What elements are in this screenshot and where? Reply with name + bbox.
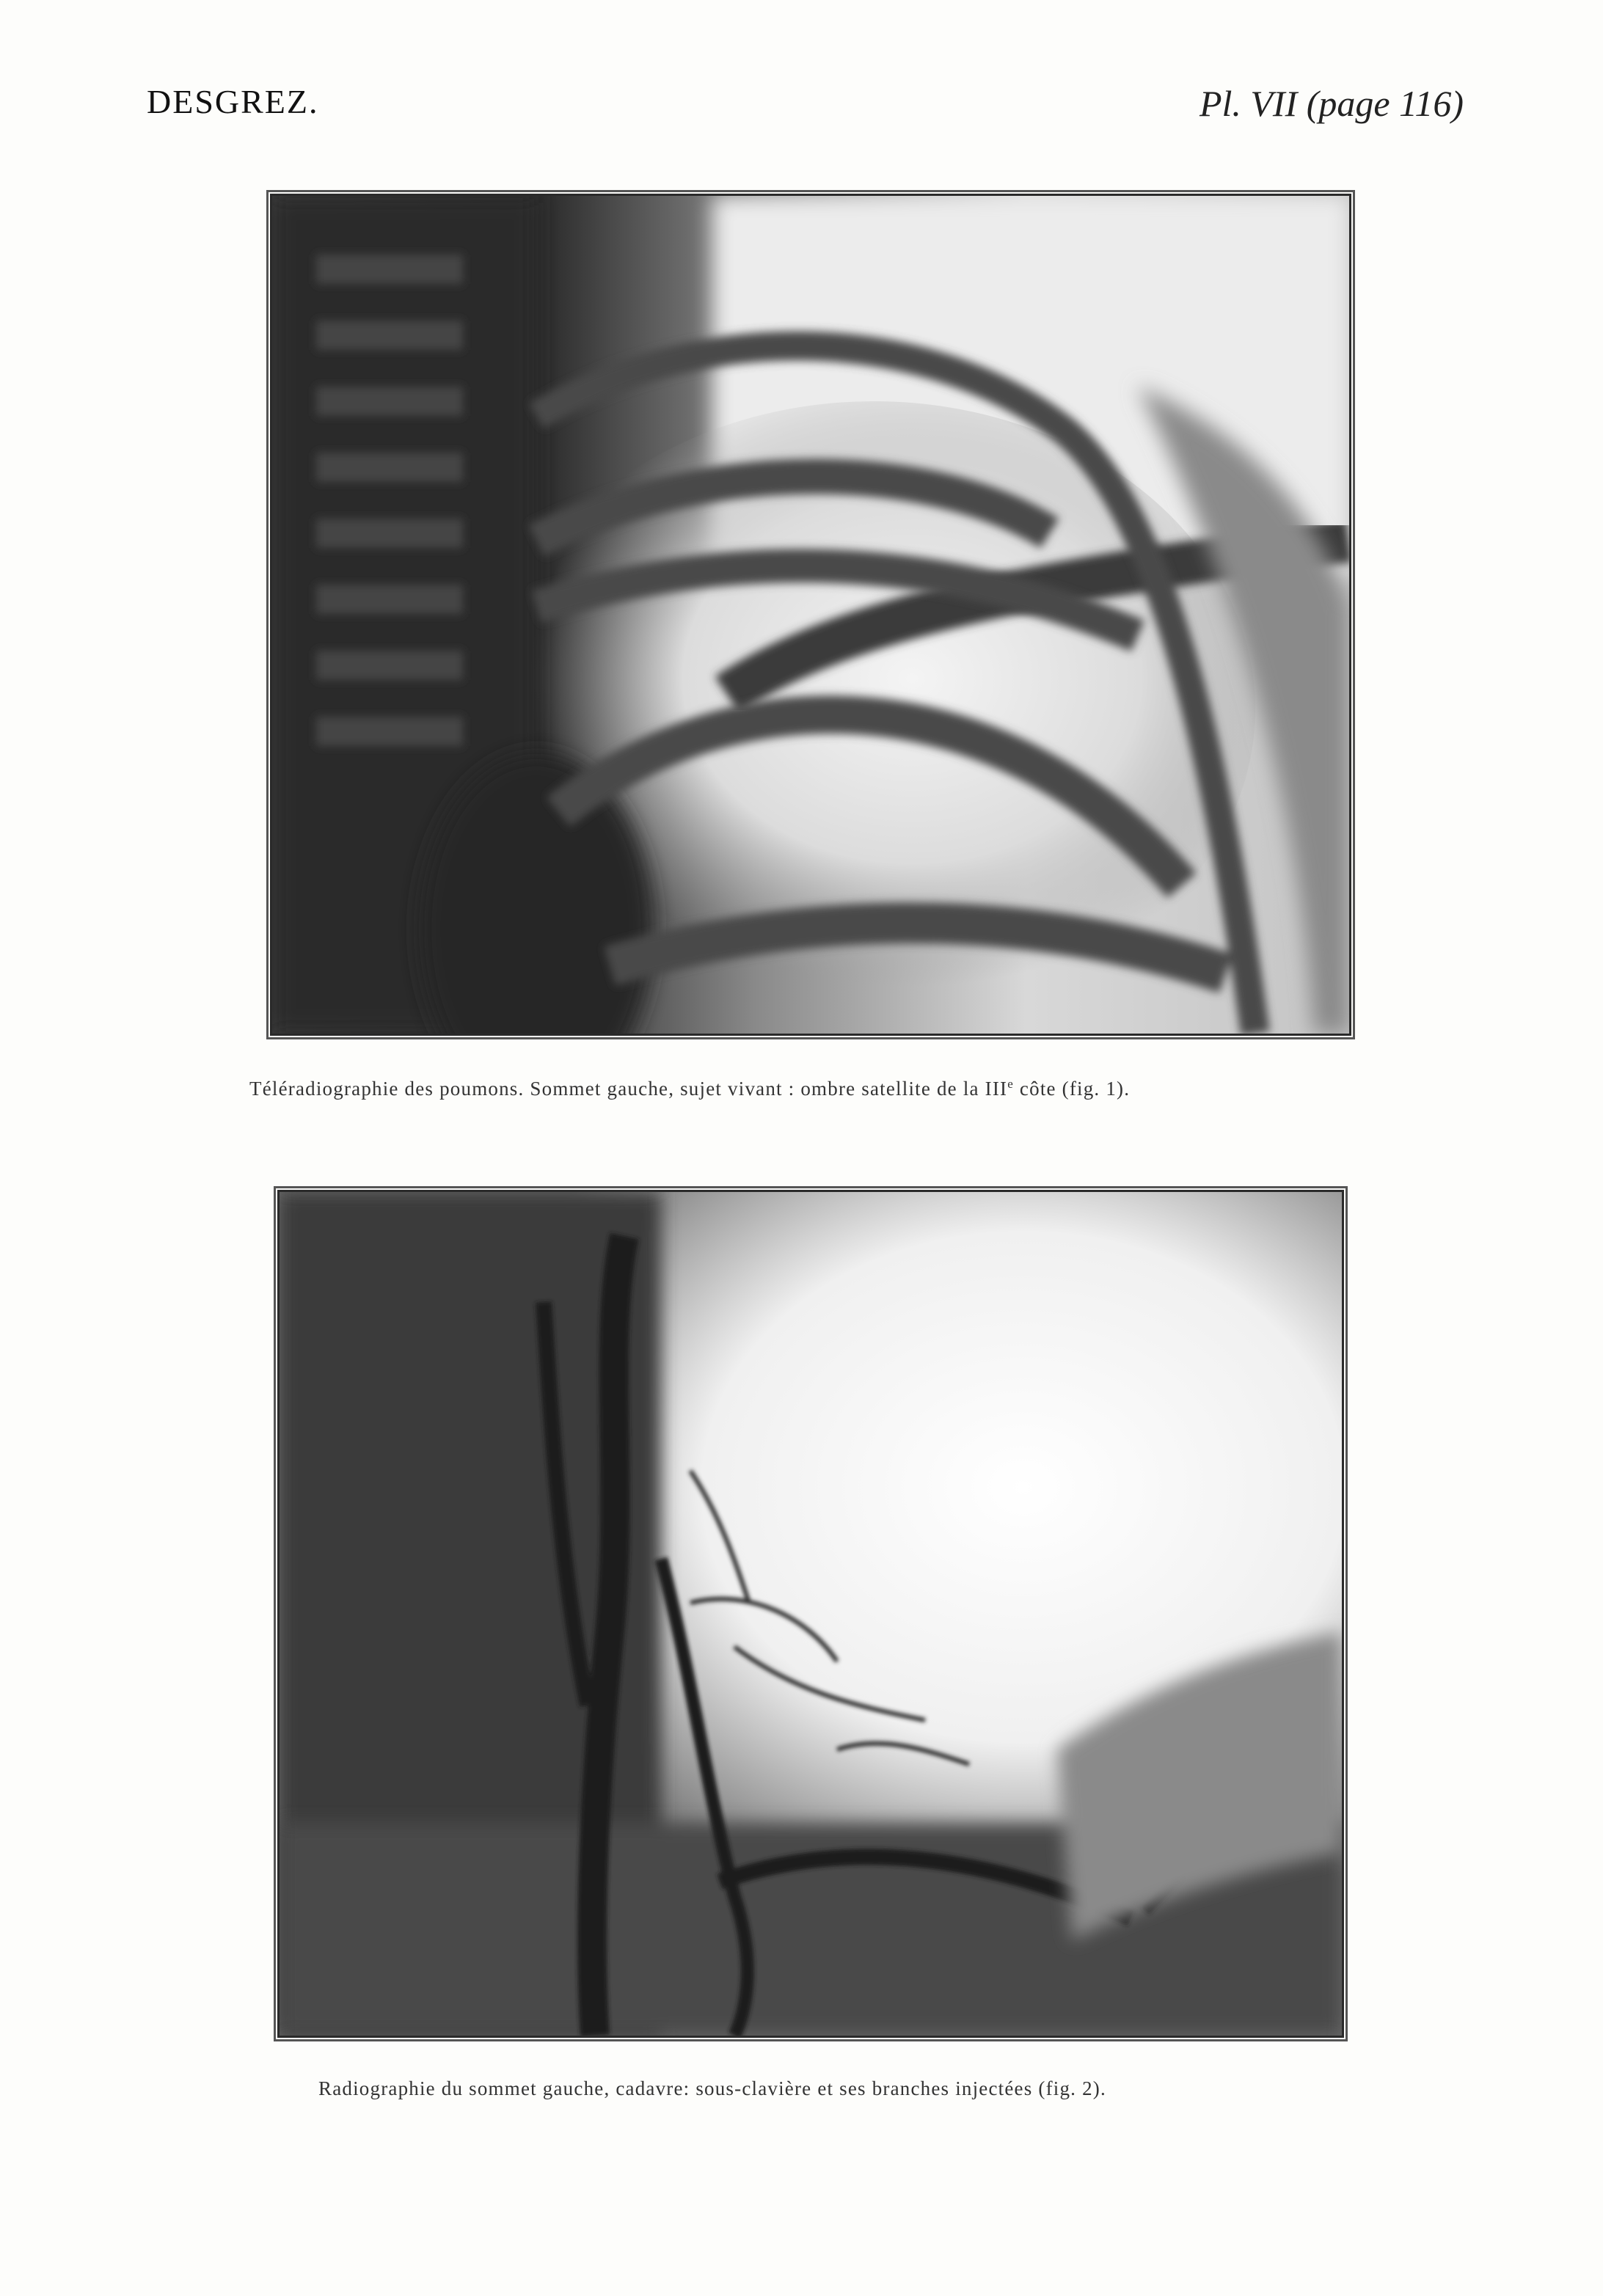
vessel-xray-image xyxy=(280,1192,1342,2036)
figure-1-radiograph xyxy=(270,194,1351,1036)
author-header: DESGREZ. xyxy=(147,83,319,120)
figure-1-caption: Téléradiographie des poumons. Sommet gauche, sujet vivant : ombre satellite de la IIIe côte (fig. 1). xyxy=(249,1077,1131,1100)
chest-xray-image xyxy=(272,196,1349,1034)
plate-reference: Pl. VII (page 116) xyxy=(1199,83,1464,124)
figure-2-caption: Radiographie du sommet gauche, cadavre: sous-clavière et ses branches injectées (fig. 2). xyxy=(318,2077,1106,2099)
figure-2-radiograph xyxy=(277,1190,1344,2038)
